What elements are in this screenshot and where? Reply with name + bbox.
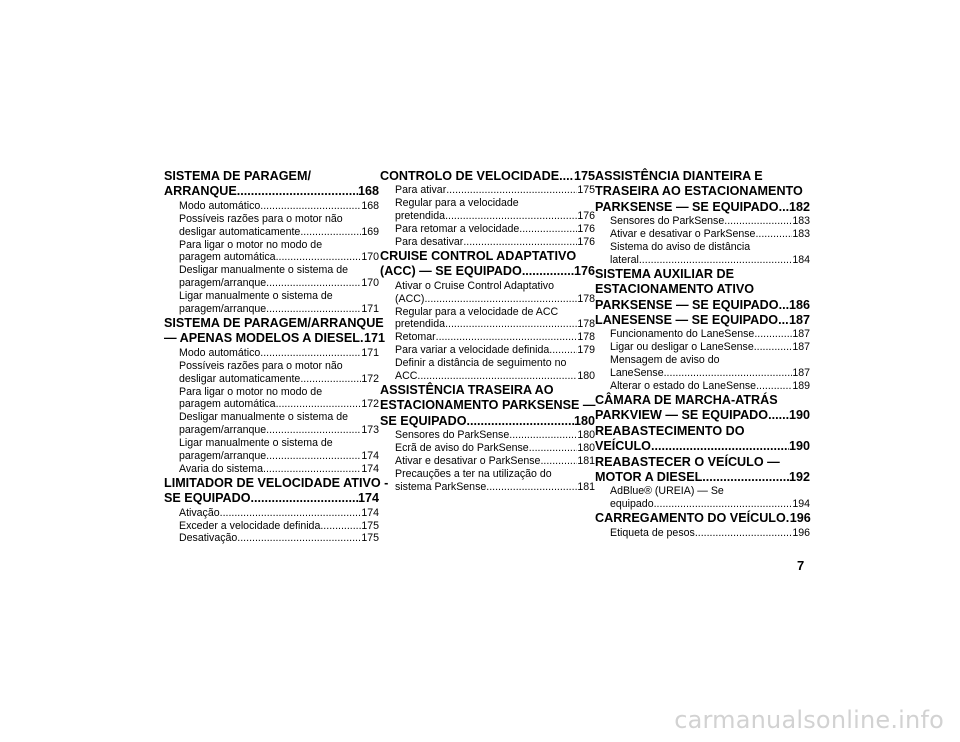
entry-page-number: 171 bbox=[361, 346, 379, 359]
toc-heading[interactable] bbox=[164, 315, 385, 347]
entry-title-line: Modo automático bbox=[179, 346, 261, 359]
dot-leader bbox=[756, 380, 792, 393]
entry-title-line: Sistema do aviso de distância bbox=[610, 241, 751, 254]
dot-leader bbox=[266, 450, 361, 463]
dot-leader bbox=[486, 481, 577, 494]
entry-title-line: LaneSense bbox=[610, 367, 664, 380]
toc-heading[interactable] bbox=[380, 169, 595, 184]
toc-subentry[interactable] bbox=[164, 290, 379, 316]
entry-page-number: 175 bbox=[577, 184, 595, 197]
toc-column-3 bbox=[595, 169, 810, 540]
entry-title-line: REABASTECIMENTO DO bbox=[595, 423, 745, 438]
dot-leader bbox=[220, 507, 362, 520]
entry-title-line: CÂMARA DE MARCHA-ATRÁS bbox=[595, 393, 778, 407]
entry-title-line: Ligar manualmente o sistema de bbox=[179, 437, 333, 450]
dot-leader bbox=[779, 298, 789, 313]
toc-subentry[interactable] bbox=[164, 520, 379, 533]
dot-leader bbox=[467, 414, 574, 429]
entry-title-line: Definir a distância de seguimento no bbox=[395, 357, 567, 370]
entry-title-line: ARRANQUE bbox=[164, 184, 237, 199]
entry-page-number: 190 bbox=[788, 439, 810, 454]
dot-leader bbox=[417, 370, 577, 383]
entry-title-line: Sensores do ParkSense bbox=[395, 429, 510, 442]
entry-title-line: Ativação bbox=[179, 506, 220, 519]
dot-leader bbox=[755, 228, 792, 241]
toc-subentry[interactable] bbox=[164, 360, 379, 386]
dot-leader bbox=[768, 408, 789, 423]
dot-leader bbox=[276, 251, 362, 264]
entry-page-number: 175 bbox=[361, 519, 379, 532]
entry-title-line: VEÍCULO bbox=[595, 439, 651, 454]
dot-leader bbox=[778, 313, 789, 328]
entry-title-line: Regular para a velocidade bbox=[395, 197, 519, 210]
entry-page-number: 168 bbox=[361, 199, 379, 212]
entry-page-number: 183 bbox=[792, 228, 810, 241]
toc-subentry[interactable] bbox=[380, 184, 595, 197]
entry-page-number: 182 bbox=[788, 199, 810, 214]
watermark: carmanualsonline.info bbox=[674, 706, 944, 734]
toc-heading[interactable] bbox=[380, 249, 595, 280]
toc-subentry[interactable] bbox=[595, 380, 810, 393]
entry-title-line: Para ligar o motor no modo de bbox=[179, 238, 323, 251]
toc-subentry[interactable] bbox=[595, 241, 810, 267]
dot-leader bbox=[266, 424, 361, 437]
entry-title-line: Ativar o Cruise Control Adaptativo bbox=[395, 279, 554, 292]
toc-heading[interactable] bbox=[380, 383, 595, 429]
entry-page-number: 180 bbox=[577, 370, 595, 383]
toc-column-2 bbox=[380, 169, 595, 494]
toc-subentry[interactable] bbox=[380, 344, 595, 357]
entry-title-line: desligar automaticamente bbox=[179, 225, 301, 238]
dot-leader bbox=[445, 210, 577, 223]
toc-subentry[interactable] bbox=[164, 463, 379, 476]
entry-title-line: Retomar bbox=[395, 331, 436, 344]
entry-page-number: 174 bbox=[361, 450, 379, 463]
dot-leader bbox=[436, 331, 578, 344]
entry-page-number: 176 bbox=[577, 223, 595, 236]
toc-subentry[interactable] bbox=[595, 354, 810, 380]
entry-title-line: Desligar manualmente o sistema de bbox=[179, 411, 348, 424]
entry-page-number: 187 bbox=[792, 341, 810, 354]
dot-leader bbox=[424, 293, 577, 306]
dot-leader bbox=[276, 398, 362, 411]
entry-page-number: 176 bbox=[577, 236, 595, 249]
toc-subentry[interactable] bbox=[164, 347, 379, 360]
entry-title-line: — APENAS MODELOS A DIESEL bbox=[164, 331, 360, 346]
toc-subentry[interactable] bbox=[164, 411, 379, 437]
dot-leader bbox=[664, 367, 793, 380]
entry-page-number: 174 bbox=[357, 491, 379, 506]
entry-title-line: (ACC) — SE EQUIPADO bbox=[380, 264, 522, 279]
toc-subentry[interactable] bbox=[380, 306, 595, 332]
entry-page-number: 180 bbox=[577, 442, 595, 455]
entry-page-number: 178 bbox=[577, 292, 595, 305]
toc-subentry[interactable] bbox=[380, 429, 595, 442]
toc-subentry[interactable] bbox=[380, 223, 595, 236]
dot-leader bbox=[263, 463, 361, 476]
entry-title-line: Funcionamento do LaneSense bbox=[610, 328, 755, 341]
toc-subentry[interactable] bbox=[595, 485, 810, 511]
entry-title-line: Ativar e desativar o ParkSense bbox=[395, 455, 541, 468]
entry-title-line: ESTACIONAMENTO PARKSENSE — bbox=[380, 398, 596, 413]
entry-page-number: 196 bbox=[789, 511, 811, 526]
entry-title-line: Para variar a velocidade definida bbox=[395, 344, 550, 357]
entry-title-line: ACC bbox=[395, 370, 418, 383]
dot-leader bbox=[559, 169, 574, 184]
toc-subentry[interactable] bbox=[595, 215, 810, 228]
entry-title-line: Possíveis razões para o motor não bbox=[179, 359, 343, 372]
dot-leader bbox=[639, 254, 792, 267]
entry-page-number: 168 bbox=[357, 184, 379, 199]
page-number: 7 bbox=[797, 558, 805, 573]
entry-page-number: 170 bbox=[361, 277, 379, 290]
entry-title-line: Modo automático bbox=[179, 199, 261, 212]
entry-title-line: pretendida bbox=[395, 318, 446, 331]
toc-subentry[interactable] bbox=[164, 386, 379, 412]
entry-title-line: PARKSENSE — SE EQUIPADO bbox=[595, 199, 779, 214]
dot-leader bbox=[654, 498, 793, 511]
entry-page-number: 179 bbox=[577, 344, 595, 357]
dot-leader bbox=[251, 491, 358, 506]
toc-heading[interactable] bbox=[595, 424, 810, 455]
toc-subentry[interactable] bbox=[380, 357, 595, 383]
entry-title-line: pretendida bbox=[395, 210, 446, 223]
entry-page-number: 171 bbox=[363, 331, 385, 346]
entry-page-number: 180 bbox=[577, 429, 595, 442]
entry-page-number: 172 bbox=[361, 372, 379, 385]
entry-page-number: 189 bbox=[792, 380, 810, 393]
entry-title-line: Para ligar o motor no modo de bbox=[179, 385, 323, 398]
entry-title-line: Etiqueta de pesos bbox=[610, 526, 695, 539]
entry-page-number: 192 bbox=[788, 470, 810, 485]
entry-title-line: SISTEMA DE PARAGEM/ bbox=[164, 169, 311, 183]
toc-subentry[interactable] bbox=[380, 236, 595, 249]
dot-leader bbox=[695, 527, 793, 540]
entry-page-number: 171 bbox=[361, 303, 379, 316]
toc-subentry[interactable] bbox=[164, 239, 379, 265]
entry-title-line: paragem/arranque bbox=[179, 424, 267, 437]
entry-title-line: Ecrã de aviso do ParkSense bbox=[395, 442, 529, 455]
entry-page-number: 180 bbox=[573, 413, 595, 428]
toc-heading[interactable] bbox=[164, 475, 389, 507]
dot-leader bbox=[724, 215, 792, 228]
entry-title-line: Exceder a velocidade definida bbox=[179, 519, 321, 532]
entry-title-line: MOTOR A DIESEL bbox=[595, 470, 703, 485]
toc-subentry[interactable] bbox=[595, 527, 810, 540]
toc-heading[interactable] bbox=[595, 313, 810, 328]
toc-subentry[interactable] bbox=[164, 507, 379, 520]
entry-page-number: 175 bbox=[361, 532, 379, 545]
dot-leader bbox=[779, 200, 789, 215]
entry-title-line: LIMITADOR DE VELOCIDADE ATIVO - bbox=[164, 475, 389, 490]
toc-subentry[interactable] bbox=[595, 228, 810, 241]
entry-page-number: 186 bbox=[788, 297, 810, 312]
dot-leader bbox=[300, 373, 361, 386]
dot-leader bbox=[237, 532, 361, 545]
entry-title-line: Ativar e desativar o ParkSense bbox=[610, 228, 756, 241]
entry-title-line: SE EQUIPADO bbox=[380, 413, 467, 428]
toc-heading[interactable] bbox=[164, 169, 379, 200]
entry-page-number: 178 bbox=[577, 331, 595, 344]
toc-subentry[interactable] bbox=[380, 331, 595, 344]
toc-subentry[interactable] bbox=[164, 264, 379, 290]
dot-leader bbox=[702, 470, 789, 485]
entry-page-number: 173 bbox=[361, 424, 379, 437]
entry-page-number: 194 bbox=[792, 498, 810, 511]
toc-subentry[interactable] bbox=[164, 437, 379, 463]
entry-title-line: REABASTECER O VEÍCULO — bbox=[595, 454, 780, 469]
entry-page-number: 183 bbox=[792, 215, 810, 228]
entry-title-line: AdBlue® (UREIA) — Se bbox=[610, 485, 724, 498]
entry-title-line: Desligar manualmente o sistema de bbox=[179, 264, 348, 277]
dot-leader bbox=[463, 236, 577, 249]
entry-page-number: 176 bbox=[577, 210, 595, 223]
entry-title-line: SISTEMA AUXILIAR DE bbox=[595, 266, 735, 281]
toc-heading[interactable] bbox=[595, 393, 810, 424]
toc-subentry[interactable] bbox=[380, 280, 595, 306]
entry-page-number: 174 bbox=[361, 462, 379, 475]
entry-page-number: 196 bbox=[792, 526, 810, 539]
entry-page-number: 169 bbox=[361, 225, 379, 238]
dot-leader bbox=[300, 226, 361, 239]
entry-title-line: paragem/arranque bbox=[179, 277, 267, 290]
toc-column-1 bbox=[164, 169, 389, 545]
toc-subentry[interactable] bbox=[595, 328, 810, 341]
entry-page-number: 190 bbox=[788, 408, 810, 423]
entry-title-line: paragem automática bbox=[179, 251, 276, 264]
entry-page-number: 170 bbox=[361, 251, 379, 264]
dot-leader bbox=[519, 223, 577, 236]
entry-title-line: CRUISE CONTROL ADAPTATIVO bbox=[380, 248, 577, 263]
dot-leader bbox=[754, 328, 792, 341]
toc-subentry[interactable] bbox=[380, 197, 595, 223]
dot-leader bbox=[237, 184, 358, 199]
entry-page-number: 181 bbox=[577, 455, 595, 468]
entry-title-line: PARKVIEW — SE EQUIPADO bbox=[595, 408, 769, 423]
toc-subentry[interactable] bbox=[595, 341, 810, 354]
toc-subentry[interactable] bbox=[380, 442, 595, 455]
entry-title-line: TRASEIRA AO ESTACIONAMENTO bbox=[595, 184, 803, 199]
dot-leader bbox=[445, 318, 577, 331]
dot-leader bbox=[266, 277, 361, 290]
dot-leader bbox=[260, 347, 361, 360]
entry-title-line: paragem automática bbox=[179, 398, 276, 411]
entry-title-line: PARKSENSE — SE EQUIPADO bbox=[595, 297, 779, 312]
toc-heading[interactable] bbox=[595, 455, 810, 486]
entry-title-line: Sensores do ParkSense bbox=[610, 215, 725, 228]
dot-leader bbox=[446, 184, 577, 197]
entry-title-line: ESTACIONAMENTO ATIVO bbox=[595, 282, 755, 297]
toc-subentry[interactable] bbox=[164, 213, 379, 239]
toc-subentry[interactable] bbox=[380, 468, 595, 494]
toc-heading[interactable] bbox=[595, 267, 810, 313]
entry-title-line: (ACC) bbox=[395, 292, 425, 305]
entry-page-number: 174 bbox=[361, 506, 379, 519]
dot-leader bbox=[754, 341, 793, 354]
entry-page-number: 184 bbox=[792, 253, 810, 266]
entry-title-line: desligar automaticamente bbox=[179, 372, 301, 385]
entry-page-number: 187 bbox=[792, 367, 810, 380]
entry-title-line: Possíveis razões para o motor não bbox=[179, 212, 343, 225]
entry-page-number: 175 bbox=[573, 169, 595, 183]
dot-leader bbox=[266, 303, 361, 316]
entry-title-line: SE EQUIPADO bbox=[164, 491, 251, 506]
dot-leader bbox=[509, 429, 577, 442]
toc-subentry[interactable] bbox=[380, 455, 595, 468]
entry-title-line: Mensagem de aviso do bbox=[610, 354, 720, 367]
entry-title-line: Para desativar bbox=[395, 236, 464, 249]
dot-leader bbox=[540, 455, 577, 468]
dot-leader bbox=[260, 200, 361, 213]
entry-title-line: Para retomar a velocidade bbox=[395, 223, 520, 236]
entry-title-line: Alterar o estado do LaneSense bbox=[610, 380, 757, 393]
dot-leader bbox=[651, 439, 789, 454]
entry-title-line: paragem/arranque bbox=[179, 303, 267, 316]
toc-subentry[interactable] bbox=[164, 200, 379, 213]
entry-title-line: Avaria do sistema bbox=[179, 462, 264, 475]
entry-title-line: sistema ParkSense bbox=[395, 480, 487, 493]
entry-title-line: CONTROLO DE VELOCIDADE bbox=[380, 169, 560, 183]
toc-heading[interactable] bbox=[595, 511, 810, 526]
entry-title-line: Ligar manualmente o sistema de bbox=[179, 290, 333, 303]
entry-page-number: 178 bbox=[577, 318, 595, 331]
dot-leader bbox=[522, 264, 574, 279]
entry-title-line: ASSISTÊNCIA TRASEIRA AO bbox=[380, 383, 554, 397]
entry-title-line: Para ativar bbox=[395, 184, 447, 197]
entry-page-number: 172 bbox=[361, 398, 379, 411]
dot-leader bbox=[320, 520, 361, 533]
toc-heading[interactable] bbox=[595, 169, 810, 215]
entry-page-number: 187 bbox=[788, 313, 810, 328]
entry-page-number: 181 bbox=[577, 480, 595, 493]
entry-title-line: Ligar ou desligar o LaneSense bbox=[610, 341, 754, 354]
dot-leader bbox=[549, 344, 577, 357]
entry-title-line: Desativação bbox=[179, 532, 238, 545]
entry-title-line: lateral bbox=[610, 253, 639, 266]
entry-title-line: Regular para a velocidade de ACC bbox=[395, 305, 559, 318]
entry-page-number: 176 bbox=[573, 264, 595, 279]
entry-title-line: LANESENSE — SE EQUIPADO bbox=[595, 313, 779, 328]
entry-title-line: equipado bbox=[610, 498, 654, 511]
entry-title-line: SISTEMA DE PARAGEM/ARRANQUE bbox=[164, 315, 384, 330]
entry-title-line: Precauções a ter na utilização do bbox=[395, 467, 552, 480]
entry-page-number: 187 bbox=[792, 328, 810, 341]
entry-title-line: ASSISTÊNCIA DIANTEIRA E bbox=[595, 169, 763, 183]
entry-title-line: CARREGAMENTO DO VEÍCULO bbox=[595, 511, 786, 526]
dot-leader bbox=[529, 442, 578, 455]
entry-title-line: paragem/arranque bbox=[179, 450, 267, 463]
toc-subentry[interactable] bbox=[164, 532, 379, 545]
